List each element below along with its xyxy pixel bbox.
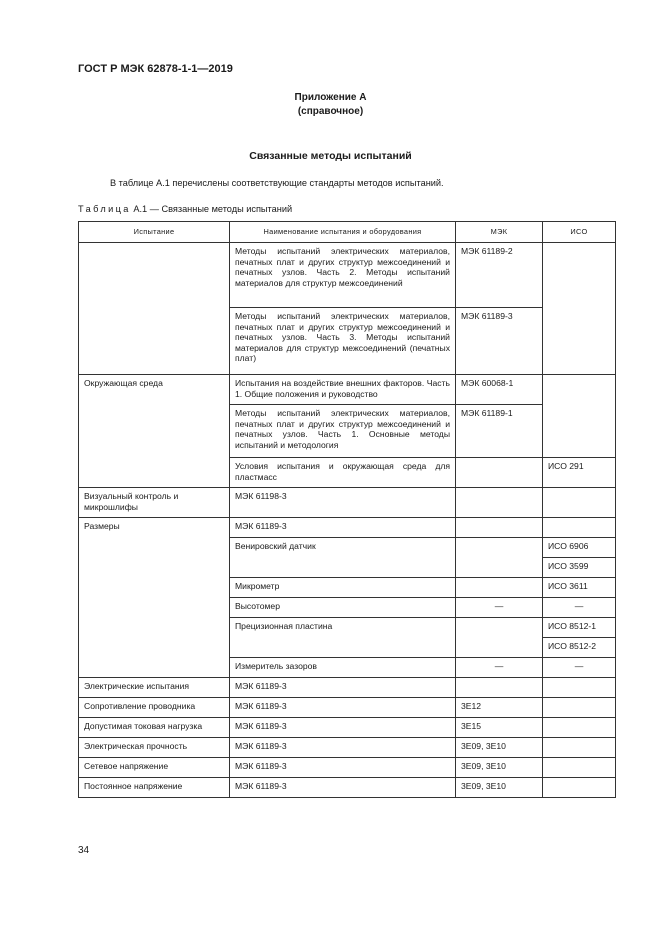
test-cell: Допустимая токовая нагрузка <box>79 718 230 738</box>
iso-cell: — <box>543 598 616 618</box>
table-row <box>79 778 616 798</box>
table-row <box>79 718 616 738</box>
desc-cell: МЭК 61189-3 <box>230 698 456 718</box>
desc-cell: Методы испытаний электрических материалов, печатных плат и других структур межсоединений и печатных узлов. Часть 2. Методы испытаний материалов для структур межсоединений <box>230 243 456 308</box>
iso-cell: ИСО 3611 <box>543 578 616 598</box>
desc-cell: Методы испытаний электрических материалов, печатных плат и других структур межсоединений и печатных узлов. Часть 3. Методы испытаний материалов для структур межсоединений (печатных плат) <box>230 308 456 375</box>
table-row <box>79 488 616 518</box>
desc-cell: Микрометр <box>230 578 456 598</box>
desc-cell: МЭК 61189-3 <box>230 518 456 538</box>
desc-cell: Высотомер <box>230 598 456 618</box>
table-row <box>79 758 616 778</box>
test-cell: Сетевое напряжение <box>79 758 230 778</box>
desc-cell: МЭК 61189-3 <box>230 778 456 798</box>
test-cell: Размеры <box>79 518 230 678</box>
iec-cell: 3E15 <box>456 718 543 738</box>
table-caption <box>78 204 292 214</box>
iso-cell <box>543 375 616 458</box>
iso-cell <box>543 678 616 698</box>
standard-id: ГОСТ Р МЭК 62878-1-1—2019 <box>78 63 233 75</box>
desc-cell: Условия испытания и окружающая среда для пластмасс <box>230 458 456 488</box>
table-row <box>79 678 616 698</box>
iso-cell: ИСО 291 <box>543 458 616 488</box>
annex-heading: Связанные методы испытаний <box>249 150 412 162</box>
desc-cell: Методы испытаний электрических материалов, печатных плат и других структур межсоединений и печатных узлов. Часть 1. Основные методы испытаний и методология <box>230 405 456 458</box>
annex-kind: (справочное) <box>297 106 364 117</box>
iec-cell: 3E09, 3E10 <box>456 758 543 778</box>
iso-cell: ИСО 3599 <box>543 558 616 578</box>
desc-cell: МЭК 61189-3 <box>230 758 456 778</box>
table-caption-text: А.1 — Связанные методы испытаний <box>130 204 293 214</box>
iso-cell <box>543 758 616 778</box>
header-iso: ИСО <box>543 222 616 243</box>
iec-cell: 3E09, 3E10 <box>456 778 543 798</box>
iso-cell <box>543 243 616 375</box>
table-row <box>79 738 616 758</box>
iso-cell: ИСО 8512-2 <box>543 638 616 658</box>
intro-paragraph: В таблице А.1 перечислены соответствующие стандарты методов испытаний. <box>110 178 444 188</box>
iec-cell: 3E09, 3E10 <box>456 738 543 758</box>
iec-cell: МЭК 61189-1 <box>456 405 543 458</box>
iso-cell <box>543 698 616 718</box>
iec-cell: МЭК 61189-2 <box>456 243 543 308</box>
iec-cell <box>456 458 543 488</box>
iec-cell: 3E12 <box>456 698 543 718</box>
desc-cell: МЭК 61198-3 <box>230 488 456 518</box>
test-cell: Сопротивление проводника <box>79 698 230 718</box>
table-row <box>79 518 616 538</box>
iso-cell: — <box>543 658 616 678</box>
desc-cell: МЭК 61189-3 <box>230 738 456 758</box>
iec-cell: МЭК 60068-1 <box>456 375 543 405</box>
test-cell: Окружающая среда <box>79 375 230 488</box>
desc-cell: Испытания на воздействие внешних факторов. Часть 1. Общие положения и руководство <box>230 375 456 405</box>
iso-cell <box>543 488 616 518</box>
header-test: Испытание <box>79 222 230 243</box>
page-number: 34 <box>78 845 90 856</box>
iec-cell <box>456 488 543 518</box>
iec-cell <box>456 538 543 578</box>
desc-cell: Прецизионная пластина <box>230 618 456 658</box>
table-row <box>79 698 616 718</box>
desc-cell: МЭК 61189-3 <box>230 718 456 738</box>
desc-cell: МЭК 61189-3 <box>230 678 456 698</box>
iso-cell: ИСО 6906 <box>543 538 616 558</box>
iec-cell <box>456 518 543 538</box>
table-caption-prefix: Таблица <box>78 204 131 214</box>
iso-cell <box>543 738 616 758</box>
iso-cell <box>543 778 616 798</box>
iec-cell <box>456 578 543 598</box>
desc-cell: Измеритель зазоров <box>230 658 456 678</box>
iec-cell <box>456 618 543 658</box>
table-row <box>79 243 616 308</box>
table-header-row <box>79 222 616 243</box>
iec-cell: МЭК 61189-3 <box>456 308 543 375</box>
annex-title: Приложение А <box>294 92 367 103</box>
test-cell <box>79 243 230 375</box>
test-cell: Электрические испытания <box>79 678 230 698</box>
header-name: Наименование испытания и оборудования <box>230 222 456 243</box>
test-cell: Визуальный контроль и микрошлифы <box>79 488 230 518</box>
iec-cell: — <box>456 658 543 678</box>
table-row <box>79 375 616 405</box>
desc-cell: Венировский датчик <box>230 538 456 578</box>
iec-cell <box>456 678 543 698</box>
iso-cell: ИСО 8512-1 <box>543 618 616 638</box>
header-iec: МЭК <box>456 222 543 243</box>
test-cell: Электрическая прочность <box>79 738 230 758</box>
iso-cell <box>543 518 616 538</box>
iec-cell: — <box>456 598 543 618</box>
test-methods-table <box>78 221 616 798</box>
test-cell: Постоянное напряжение <box>79 778 230 798</box>
iso-cell <box>543 718 616 738</box>
